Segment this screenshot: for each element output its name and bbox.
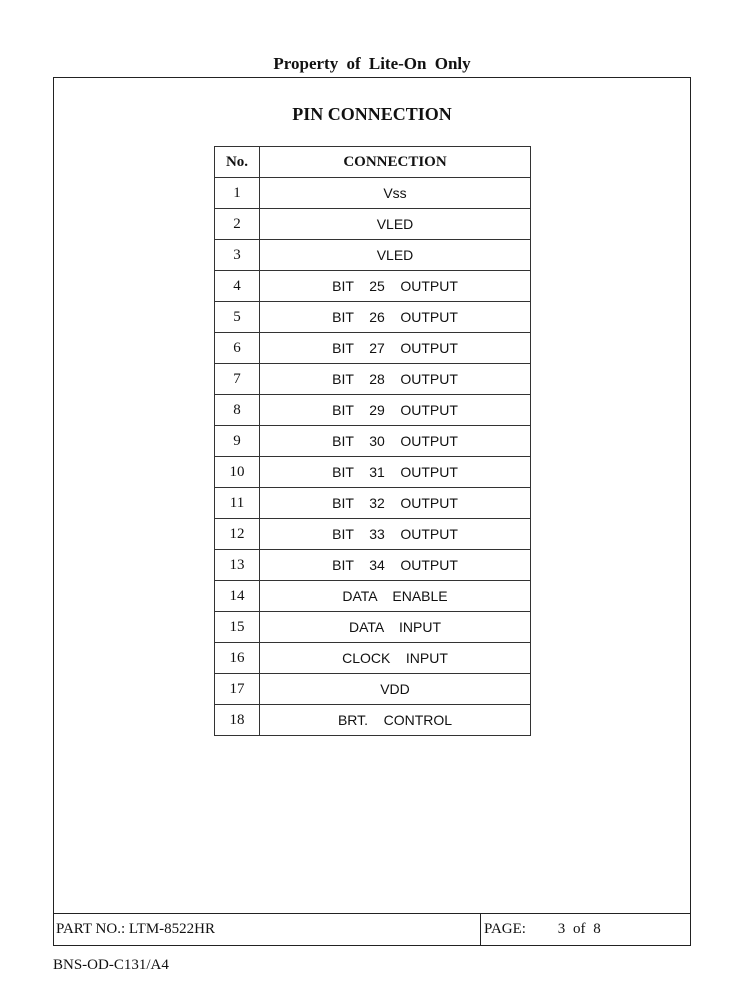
table-row [215, 178, 531, 209]
pin-connection: BIT 26 OUTPUT [260, 302, 531, 333]
table-row [215, 519, 531, 550]
pin-number: 7 [215, 364, 260, 395]
pin-number: 8 [215, 395, 260, 426]
column-header-no: No. [215, 147, 260, 178]
pin-number: 14 [215, 581, 260, 612]
pin-connection-table [214, 146, 531, 736]
table-row [215, 612, 531, 643]
pin-number: 1 [215, 178, 260, 209]
pin-number: 10 [215, 457, 260, 488]
pin-connection: VLED [260, 209, 531, 240]
table-row [215, 302, 531, 333]
page-title: PIN CONNECTION [292, 104, 452, 124]
page-indicator [484, 914, 601, 945]
pin-number: 6 [215, 333, 260, 364]
pin-connection: BIT 28 OUTPUT [260, 364, 531, 395]
pin-number: 9 [215, 426, 260, 457]
pin-number: 5 [215, 302, 260, 333]
table-row [215, 395, 531, 426]
page-frame [53, 77, 691, 946]
table-row [215, 271, 531, 302]
pin-number: 15 [215, 612, 260, 643]
pin-connection: BIT 33 OUTPUT [260, 519, 531, 550]
table-row [215, 364, 531, 395]
page-label: PAGE: [484, 921, 526, 937]
pin-number: 12 [215, 519, 260, 550]
footer-divider [480, 914, 481, 945]
table-row [215, 426, 531, 457]
part-number: PART NO.: LTM-8522HR [56, 921, 215, 937]
pin-number: 4 [215, 271, 260, 302]
document-code: BNS-OD-C131/A4 [53, 957, 169, 973]
pin-connection: BIT 27 OUTPUT [260, 333, 531, 364]
pin-table-body [215, 178, 531, 736]
pin-connection: VLED [260, 240, 531, 271]
pin-connection: DATA ENABLE [260, 581, 531, 612]
table-row [215, 240, 531, 271]
pin-connection: BIT 31 OUTPUT [260, 457, 531, 488]
pin-connection: BIT 30 OUTPUT [260, 426, 531, 457]
table-row [215, 209, 531, 240]
pin-number: 17 [215, 674, 260, 705]
pin-number: 16 [215, 643, 260, 674]
pin-connection: BRT. CONTROL [260, 705, 531, 736]
pin-connection: DATA INPUT [260, 612, 531, 643]
pin-number: 18 [215, 705, 260, 736]
pin-connection: VDD [260, 674, 531, 705]
pin-connection: Vss [260, 178, 531, 209]
document-header: Property of Lite-On Only [273, 54, 471, 73]
pin-connection: CLOCK INPUT [260, 643, 531, 674]
pin-connection: BIT 29 OUTPUT [260, 395, 531, 426]
table-row [215, 705, 531, 736]
column-header-connection: CONNECTION [260, 147, 531, 178]
pin-connection: BIT 34 OUTPUT [260, 550, 531, 581]
table-header-row [215, 147, 531, 178]
pin-connection: BIT 25 OUTPUT [260, 271, 531, 302]
table-row [215, 674, 531, 705]
table-row [215, 333, 531, 364]
table-row [215, 457, 531, 488]
pin-connection: BIT 32 OUTPUT [260, 488, 531, 519]
footer [54, 913, 690, 945]
pin-number: 3 [215, 240, 260, 271]
pin-number: 2 [215, 209, 260, 240]
table-row [215, 643, 531, 674]
pin-number: 11 [215, 488, 260, 519]
table-row [215, 488, 531, 519]
pin-number: 13 [215, 550, 260, 581]
table-row [215, 550, 531, 581]
table-row [215, 581, 531, 612]
page-number: 3 of 8 [557, 921, 601, 937]
